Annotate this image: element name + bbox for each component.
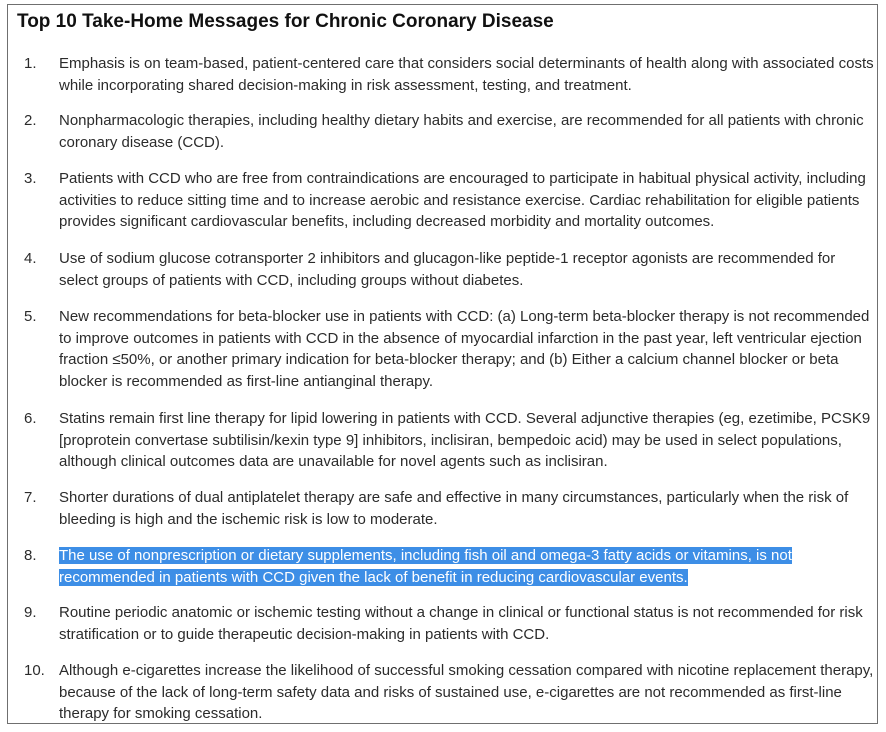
document-title: Top 10 Take-Home Messages for Chronic Coronary Disease xyxy=(17,11,554,32)
item-text[interactable]: Nonpharmacologic therapies, including healthy dietary habits and exercise, are recommended for all patients with chronic coronary disease (CCD). xyxy=(59,112,864,151)
item-number: 9. xyxy=(24,604,37,621)
item-text[interactable]: Statins remain first line therapy for lipid lowering in patients with CCD. Several adjunctive therapies (eg, ezetimibe, PCSK9 [proprotein convertase subtilisin/kexin type 9] inhibitors, inclisiran, bempedoic acid) may be used in select populations, although clinical outcomes data are unavailable for novel agents such as inclisiran. xyxy=(59,410,871,470)
item-text-selected[interactable] xyxy=(59,545,877,588)
item-text[interactable]: Shorter durations of dual antiplatelet therapy are safe and effective in many circumstances, particularly when the risk of bleeding is high and the ischemic risk is low to moderate. xyxy=(59,489,849,528)
item-number: 7. xyxy=(24,489,37,506)
item-number: 4. xyxy=(24,250,37,267)
item-number: 6. xyxy=(24,410,37,427)
item-number: 8. xyxy=(24,547,37,564)
document-frame xyxy=(7,4,878,724)
item-number: 2. xyxy=(24,112,37,129)
item-text[interactable]: Patients with CCD who are free from contraindications are encouraged to participate in habitual physical activity, including activities to reduce sitting time and to increase aerobic and resistance exercise. Cardiac rehabilitation for eligible patients provides significant cardiovascular benefits, including decreased morbidity and mortality outcomes. xyxy=(59,170,866,230)
item-text[interactable]: Emphasis is on team-based, patient-centered care that considers social determinants of health along with associated costs while incorporating shared decision-making in risk assessment, testing, and treatment. xyxy=(59,55,874,94)
item-number: 1. xyxy=(24,55,37,72)
text-selection-highlight[interactable]: The use of nonprescription or dietary supplements, including fish oil and omega-3 fatty acids or vitamins, is not recommended in patients with CCD given the lack of benefit in reducing cardiovascular events. xyxy=(59,547,792,586)
item-text[interactable]: Although e-cigarettes increase the likelihood of successful smoking cessation compared with nicotine replacement therapy, because of the lack of long-term safety data and risks of sustained use, e-cigarettes are not recommended as first-line therapy for smoking cessation. xyxy=(59,662,874,722)
item-number: 5. xyxy=(24,308,37,325)
item-text[interactable]: Use of sodium glucose cotransporter 2 inhibitors and glucagon-like peptide-1 receptor agonists are recommended for select groups of patients with CCD, including groups without diabetes. xyxy=(59,250,836,289)
item-number: 3. xyxy=(24,170,37,187)
item-text[interactable]: New recommendations for beta-blocker use in patients with CCD: (a) Long-term beta-blocker therapy is not recommended to improve outcomes in patients with CCD in the absence of myocardial infarction in the past year, left ventricular ejection fraction ≤50%, or another primary indication for beta-blocker therapy; and (b) Either a calcium channel blocker or beta blocker is recommended as first-line antianginal therapy. xyxy=(59,308,870,390)
item-number: 10. xyxy=(24,662,45,679)
item-text[interactable]: Routine periodic anatomic or ischemic testing without a change in clinical or functional status is not recommended for risk stratification or to guide therapeutic decision-making in patients with CCD. xyxy=(59,604,863,643)
